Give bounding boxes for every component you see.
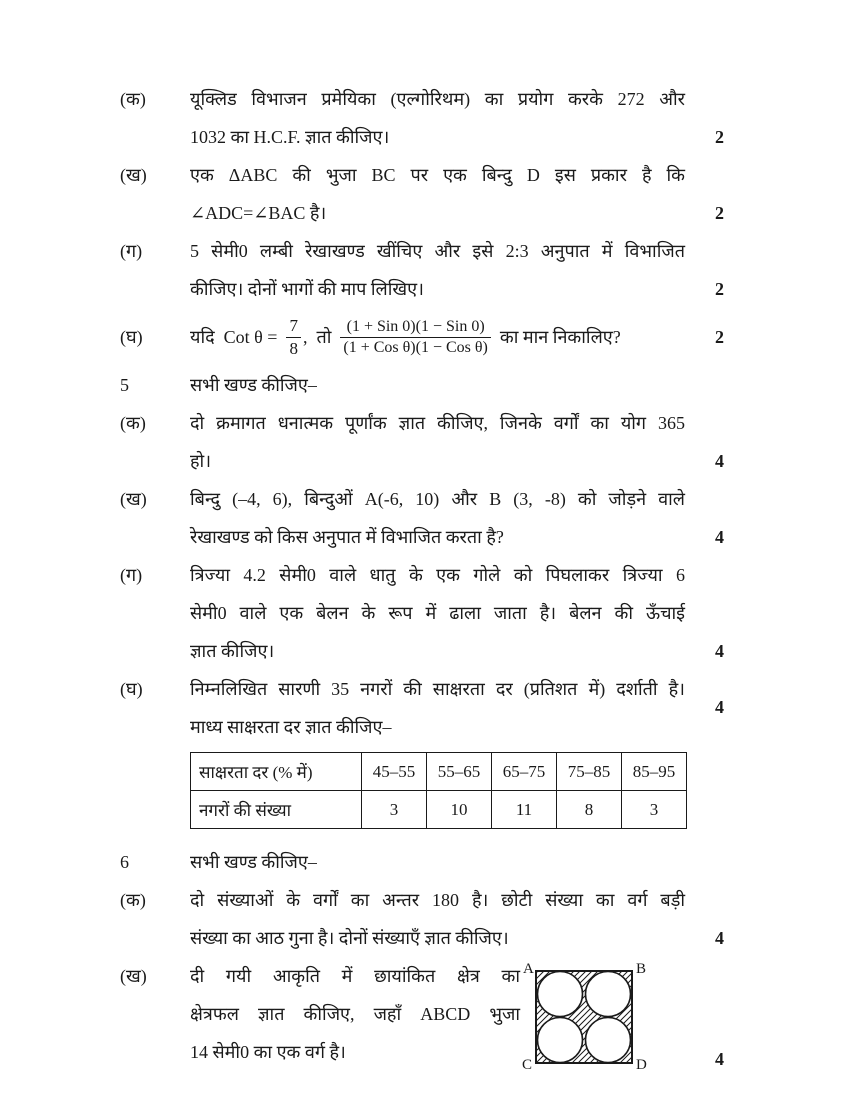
question-label: (ग) <box>120 565 143 585</box>
question-4a <box>120 80 738 156</box>
question-line: रेखाखण्ड को किस अनुपात में विभाजित करता है? <box>190 527 504 547</box>
question-4d <box>120 308 738 366</box>
question-label: (क) <box>120 413 146 433</box>
question-text <box>190 308 685 366</box>
marks-value: 4 <box>715 1049 724 1069</box>
marks-value: 2 <box>715 127 724 147</box>
literacy-table-container <box>190 752 685 829</box>
formula-conjunction: तो <box>316 327 332 347</box>
spacer <box>685 746 738 843</box>
table-row-literacy-rate <box>191 753 687 791</box>
question-line: ज्ञात कीजिए। <box>190 641 275 661</box>
square-circles-svg <box>520 959 650 1073</box>
marks-value: 2 <box>715 327 724 347</box>
trig-formula <box>190 308 685 366</box>
table-row-city-count <box>191 791 687 829</box>
literacy-table-row <box>120 746 738 843</box>
table-cell: 8 <box>557 791 622 829</box>
table-cell: 85–95 <box>622 753 687 791</box>
section-number: 5 <box>120 375 129 395</box>
question-5a <box>120 404 738 480</box>
question-label: (ख) <box>120 165 147 185</box>
section-number: 6 <box>120 852 129 872</box>
question-text <box>190 404 685 480</box>
question-label: (घ) <box>120 327 143 347</box>
section-heading: सभी खण्ड कीजिए– <box>190 375 317 395</box>
table-cell: 10 <box>427 791 492 829</box>
question-line: कीजिए। दोनों भागों की माप लिखिए। <box>190 279 424 299</box>
circle-bottom-right <box>586 1018 631 1063</box>
question-4b <box>120 156 738 232</box>
question-line: दी गयी आकृति में छायांकित क्षेत्र का <box>190 966 520 986</box>
question-label: (क) <box>120 890 146 910</box>
section-5-heading-row <box>120 366 738 404</box>
circle-top-left <box>538 972 583 1017</box>
question-label: (ग) <box>120 241 143 261</box>
table-cell: 11 <box>492 791 557 829</box>
marks-value: 4 <box>715 928 724 948</box>
table-cell: 55–65 <box>427 753 492 791</box>
formula-tail: का मान निकालिए? <box>499 327 621 347</box>
table-header-cell: साक्षरता दर (% में) <box>191 753 362 791</box>
formula-cot: Cot θ = <box>223 326 278 347</box>
question-text <box>190 156 685 232</box>
corner-label-b: B <box>636 961 647 977</box>
circle-bottom-left <box>538 1018 583 1063</box>
literacy-table <box>190 752 687 829</box>
question-5d <box>120 670 738 746</box>
question-line: निम्नलिखित सारणी 35 नगरों की साक्षरता दर (प्रतिशत में) दर्शाती है। <box>190 679 685 699</box>
question-label: (ख) <box>120 489 147 509</box>
question-label: (घ) <box>120 679 143 699</box>
spacer <box>685 366 738 404</box>
table-cell: 3 <box>622 791 687 829</box>
corner-label-a: A <box>523 961 534 977</box>
question-line: बिन्दु (–4, 6), बिन्दुओं A(-6, 10) और B (3, -8) को जोड़ने वाले <box>190 489 685 509</box>
table-cell: 3 <box>362 791 427 829</box>
question-line: एक ΔABC की भुजा BC पर एक बिन्दु D इस प्रकार है कि <box>190 165 685 185</box>
question-line: माध्य साक्षरता दर ज्ञात कीजिए– <box>190 717 392 737</box>
fraction-denominator: 8 <box>286 337 301 359</box>
fraction-denominator: (1 + Cos θ)(1 − Cos θ) <box>340 337 490 358</box>
question-line: 1032 का H.C.F. ज्ञात कीजिए। <box>190 127 390 147</box>
question-line: सेमी0 वाले एक बेलन के रूप में ढाला जाता है। बेलन की ऊँचाई <box>190 603 685 623</box>
question-text <box>190 80 685 156</box>
marks-value: 4 <box>715 527 724 547</box>
question-text <box>190 556 685 670</box>
table-cell: 65–75 <box>492 753 557 791</box>
question-line: संख्या का आठ गुना है। दोनों संख्याएँ ज्ञात कीजिए। <box>190 928 509 948</box>
circle-top-right <box>586 972 631 1017</box>
marks-value: 2 <box>715 203 724 223</box>
question-text <box>190 957 520 1078</box>
question-text <box>190 232 685 308</box>
question-text <box>190 881 685 957</box>
formula-lead: यदि <box>190 327 215 347</box>
question-label: (क) <box>120 89 146 109</box>
question-line: 5 सेमी0 लम्बी रेखाखण्ड खींचिए और इसे 2:3 अनुपात में विभाजित <box>190 241 685 261</box>
spacer <box>120 746 190 843</box>
fraction-trig-expression <box>340 317 490 358</box>
table-cell: 45–55 <box>362 753 427 791</box>
table-cell: 75–85 <box>557 753 622 791</box>
square-circles-figure <box>520 957 665 1078</box>
question-text <box>190 670 685 746</box>
question-line: क्षेत्रफल ज्ञात कीजिए, जहाँ ABCD भुजा <box>190 1004 520 1024</box>
question-6b <box>120 957 738 1078</box>
marks-value: 2 <box>715 279 724 299</box>
marks-value: 4 <box>715 451 724 471</box>
section-heading: सभी खण्ड कीजिए– <box>190 852 317 872</box>
spacer <box>685 843 738 881</box>
question-line: दो संख्याओं के वर्गों का अन्तर 180 है। छोटी संख्या का वर्ग बड़ी <box>190 890 685 910</box>
corner-label-d: D <box>636 1057 647 1073</box>
question-label: (ख) <box>120 966 147 986</box>
fraction-numerator: 7 <box>289 316 298 336</box>
question-5c <box>120 556 738 670</box>
question-line: 14 सेमी0 का एक वर्ग है। <box>190 1042 346 1062</box>
question-text <box>190 480 685 556</box>
marks-value: 4 <box>715 697 724 717</box>
question-line: ∠ADC=∠BAC है। <box>190 203 327 223</box>
exam-content <box>120 80 738 1078</box>
question-line: त्रिज्या 4.2 सेमी0 वाले धातु के एक गोले को पिघलाकर त्रिज्या 6 <box>190 565 685 585</box>
question-line: यूक्लिड विभाजन प्रमेयिका (एल्गोरिथम) का प्रयोग करके 272 और <box>190 89 685 109</box>
question-line: हो। <box>190 451 212 471</box>
question-4c <box>120 232 738 308</box>
marks-value: 4 <box>715 641 724 661</box>
section-6-heading-row <box>120 843 738 881</box>
formula-comma: , <box>302 326 308 347</box>
corner-label-c: C <box>522 1057 533 1073</box>
question-5b <box>120 480 738 556</box>
question-6a <box>120 881 738 957</box>
fraction-seven-eighths <box>286 315 301 359</box>
table-header-cell: नगरों की संख्या <box>191 791 362 829</box>
fraction-numerator: (1 + Sin 0)(1 − Sin 0) <box>346 317 485 335</box>
question-line: दो क्रमागत धनात्मक पूर्णांक ज्ञात कीजिए, जिनके वर्गों का योग 365 <box>190 413 685 433</box>
